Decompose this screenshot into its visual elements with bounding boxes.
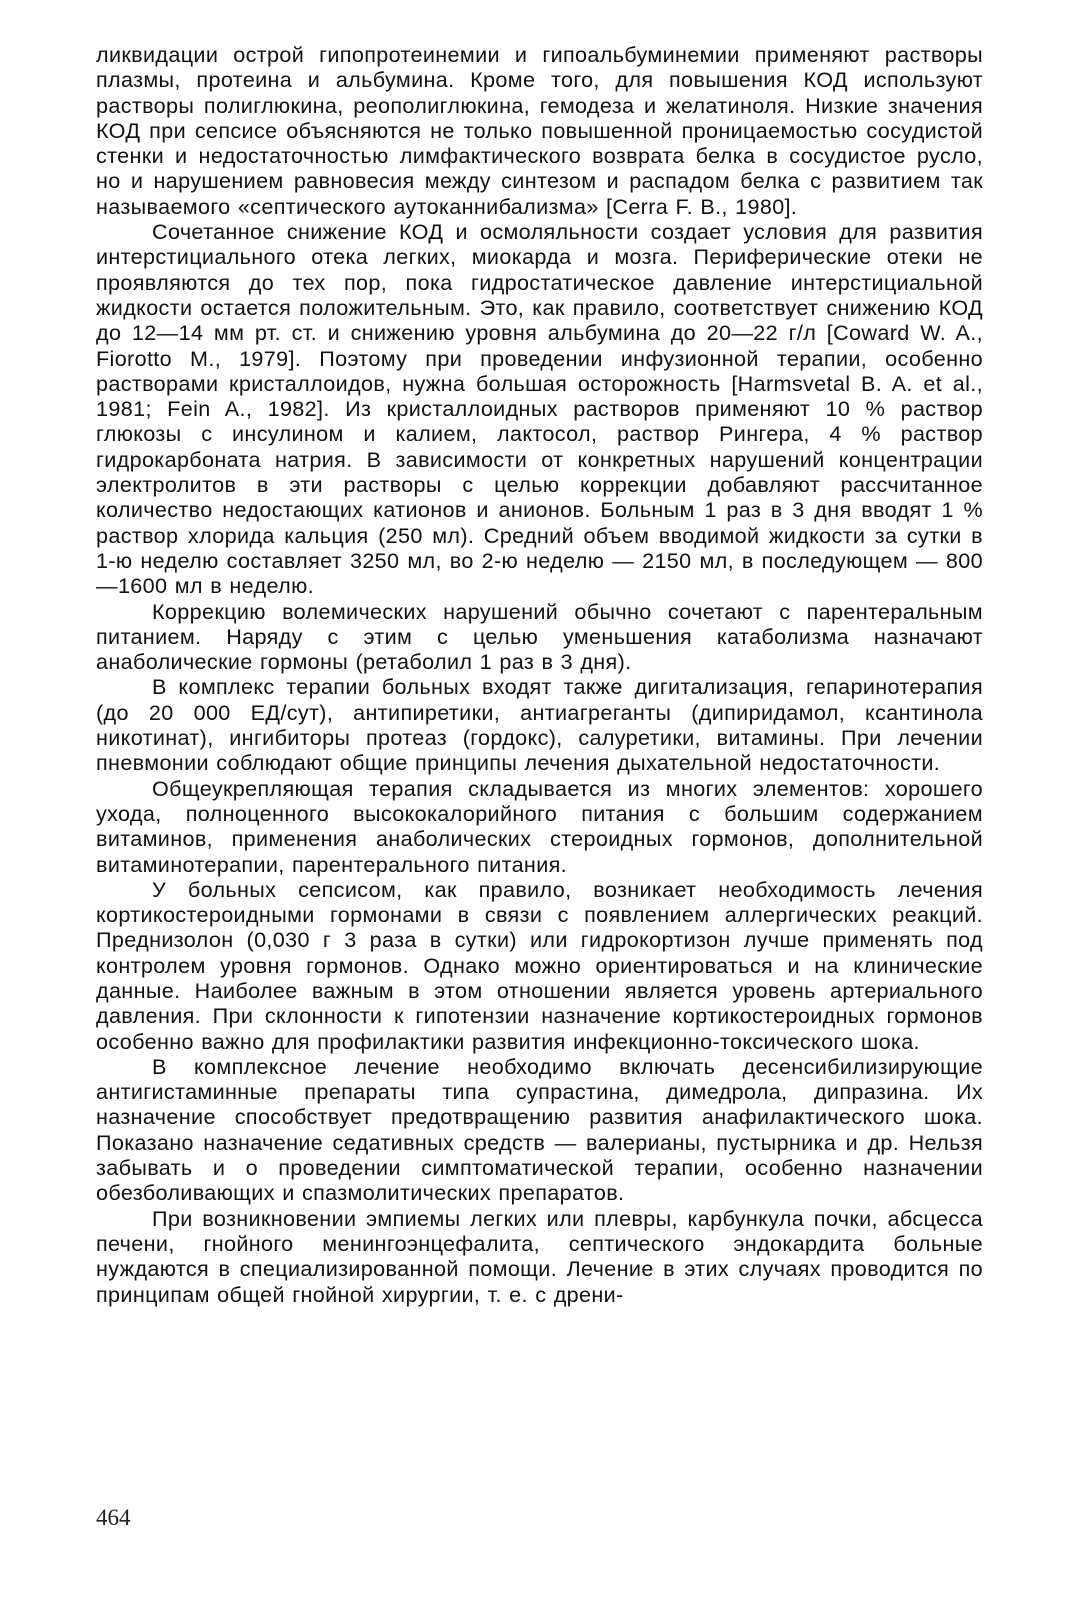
paragraph-complex-therapy: В комплекс терапии больных входят также дигитализация, гепаринотерапия (до 20 000 ЕД/сут), антипиретики, антиагреганты (дипиридамол, ксантинола никотинат), ингибиторы протеаз (гордокс), салуретики, витамины. При лечении пневмонии соблюдают общие принципы лечения дыхательной недостаточности. (96, 674, 983, 776)
paragraph-kod-osmolality: Сочетанное снижение КОД и осмоляльности создает условия для развития интерстициального отека легких, миокарда и мозга. Периферические отеки не проявляются до тех пор, пока гидростатическое давление интерстициальной жидкости остается положительным. Это, как правило, соответствует снижению КОД до 12—14 мм рт. ст. и снижению уровня альбумина до 20—22 г/л [Coward W. A., Fiorotto M., 1979]. Поэтому при проведении инфузионной терапии, особенно растворами кристаллоидов, нужна большая осторожность [Harmsvetal B. A. et al., 1981; Fein A., 1982]. Из кристаллоидных растворов применяют 10 % раствор глюкозы с инсулином и калием, лактосол, раствор Рингера, 4 % раствор гидрокарбоната натрия. В зависимости от конкретных нарушений концентрации электролитов в эти растворы с целью коррекции добавляют рассчитанное количество недостающих катионов и анионов. Больным 1 раз в 3 дня вводят 1 % раствор хлорида кальция (250 мл). Средний объем вводимой жидкости за сутки в 1-ю неделю составляет 3250 мл, во 2-ю неделю — 2150 мл, в последующем — 800—1600 мл в неделю. (96, 219, 983, 599)
paragraph-antihistamines: В комплексное лечение необходимо включать десенсибилизирующие антигистаминные препараты типа супрастина, димедрола, дипразина. Их назначение способствует предотвращению развития анафилактического шока. Показано назначение седативных средств — валерианы, пустырника и др. Нельзя забывать и о проведении симптоматической терапии, особенно назначении обезболивающих и спазмолитических препаратов. (96, 1053, 983, 1206)
paragraph-surgical-care: При возникновении эмпиемы легких или плевры, карбункула почки, абсцесса печени, гнойного менингоэнцефалита, септического эндокардита больные нуждаются в специализированной помощи. Лечение в этих случаях проводится по принципам общей гнойной хирургии, т. е. с дрени- (96, 1205, 983, 1307)
page-number: 464 (96, 1505, 131, 1530)
paragraph-general-strengthening: Общеукрепляющая терапия складывается из многих элементов: хорошего ухода, полноценного высококалорийного питания с большим содержанием витаминов, применения анаболических стероидных гормонов, дополнительной витаминотерапии, парентерального питания. (96, 775, 983, 877)
text-body (96, 42, 983, 1307)
paragraph-corticosteroids: У больных сепсисом, как правило, возникает необходимость лечения кортикостероидными гормонами в связи с появлением аллергических реакций. Преднизолон (0,030 г 3 раза в сутки) или гидрокортизон лучше применять под контролем уровня гормонов. Однако можно ориентироваться и на клинические данные. Наиболее важным в этом отношении является уровень артериального давления. При склонности к гипотензии назначение кортикостероидных гормонов особенно важно для профилактики развития инфекционно-токсического шока. (96, 876, 983, 1054)
paragraph-continued: ликвидации острой гипопротеинемии и гипоальбуминемии применяют растворы плазмы, протеина и альбумина. Кроме того, для повышения КОД используют растворы полиглюкина, реополиглюкина, гемодеза и желатиноля. Низкие значения КОД при сепсисе объясняются не только повышенной проницаемостью сосудистой стенки и недостаточностью лимфактического возврата белка в сосудистое русло, но и нарушением равновесия между синтезом и распадом белка с развитием так называемого «септического аутоканнибализма» [Cerra F. B., 1980]. (96, 42, 983, 219)
paragraph-volemic-correction: Коррекцию волемических нарушений обычно сочетают с парентеральным питанием. Наряду с этим с целью уменьшения катаболизма назначают анаболические гормоны (ретаболил 1 раз в 3 дня). (96, 598, 983, 675)
